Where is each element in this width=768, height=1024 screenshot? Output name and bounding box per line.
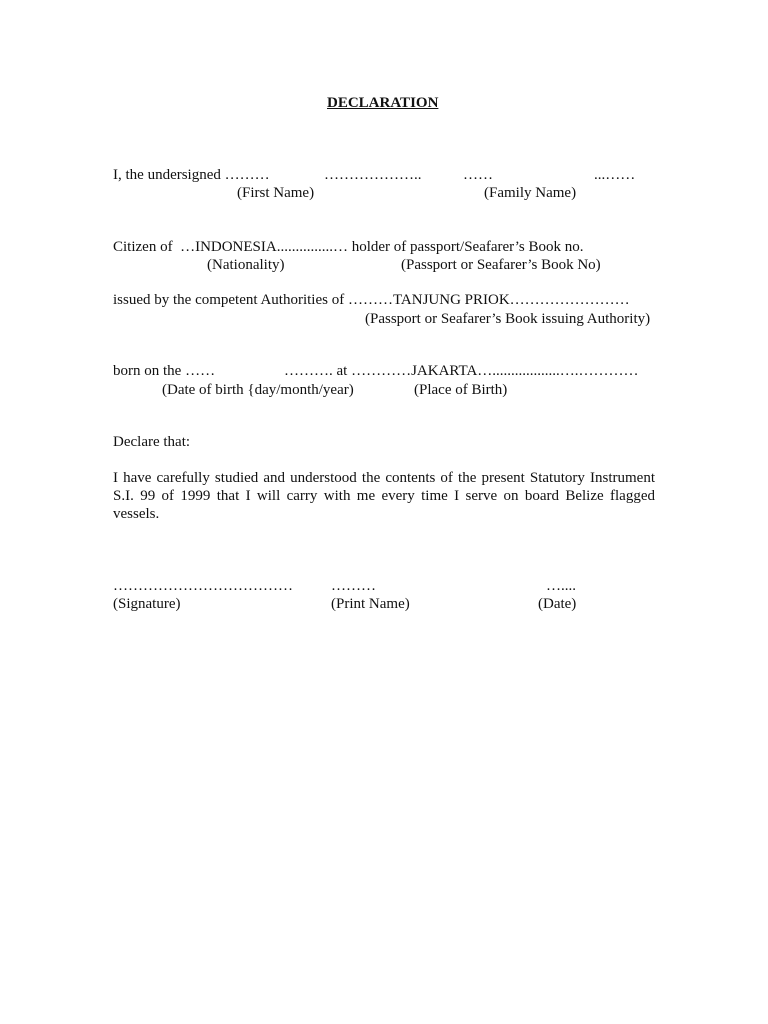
document-title: DECLARATION: [327, 95, 439, 111]
date-field: …....: [546, 578, 576, 594]
date-label: (Date): [538, 596, 577, 612]
citizen-line: Citizen of …INDONESIA...............… holder of passport/Seafarer’s Book no.: [113, 239, 584, 255]
signature-label: (Signature): [113, 596, 181, 612]
signature-field: ………………………………: [113, 578, 293, 594]
date-of-birth-label: (Date of birth {day/month/year): [162, 382, 354, 398]
undersigned-line: I, the undersigned ………: [113, 167, 270, 183]
declaration-statement: I have carefully studied and understood the contents of the present Statutory Instrument S.I. 99 of 1999 that I will carry with me every time I serve on board Belize flagged vessels.: [113, 470, 655, 522]
born-on-line: born on the ……: [113, 363, 216, 379]
print-name-field: ………: [331, 578, 376, 594]
issued-by-line: issued by the competent Authorities of ………TANJUNG PRIOK……………………: [113, 292, 630, 308]
place-of-birth-label: (Place of Birth): [414, 382, 508, 398]
middle-name-field: ……: [463, 167, 493, 183]
first-name-field: ………………..: [324, 167, 422, 183]
born-place-line: ………. at …………JAKARTA…..................….…………: [284, 363, 639, 379]
family-name-label: (Family Name): [484, 185, 577, 201]
nationality-label: (Nationality): [207, 257, 285, 273]
family-name-field: ...……: [594, 167, 636, 183]
issuing-authority-label: (Passport or Seafarer’s Book issuing Authority): [365, 311, 651, 327]
declare-that-heading: Declare that:: [113, 434, 191, 450]
print-name-label: (Print Name): [331, 596, 410, 612]
first-name-label: (First Name): [237, 185, 315, 201]
passport-number-label: (Passport or Seafarer’s Book No): [401, 257, 601, 273]
